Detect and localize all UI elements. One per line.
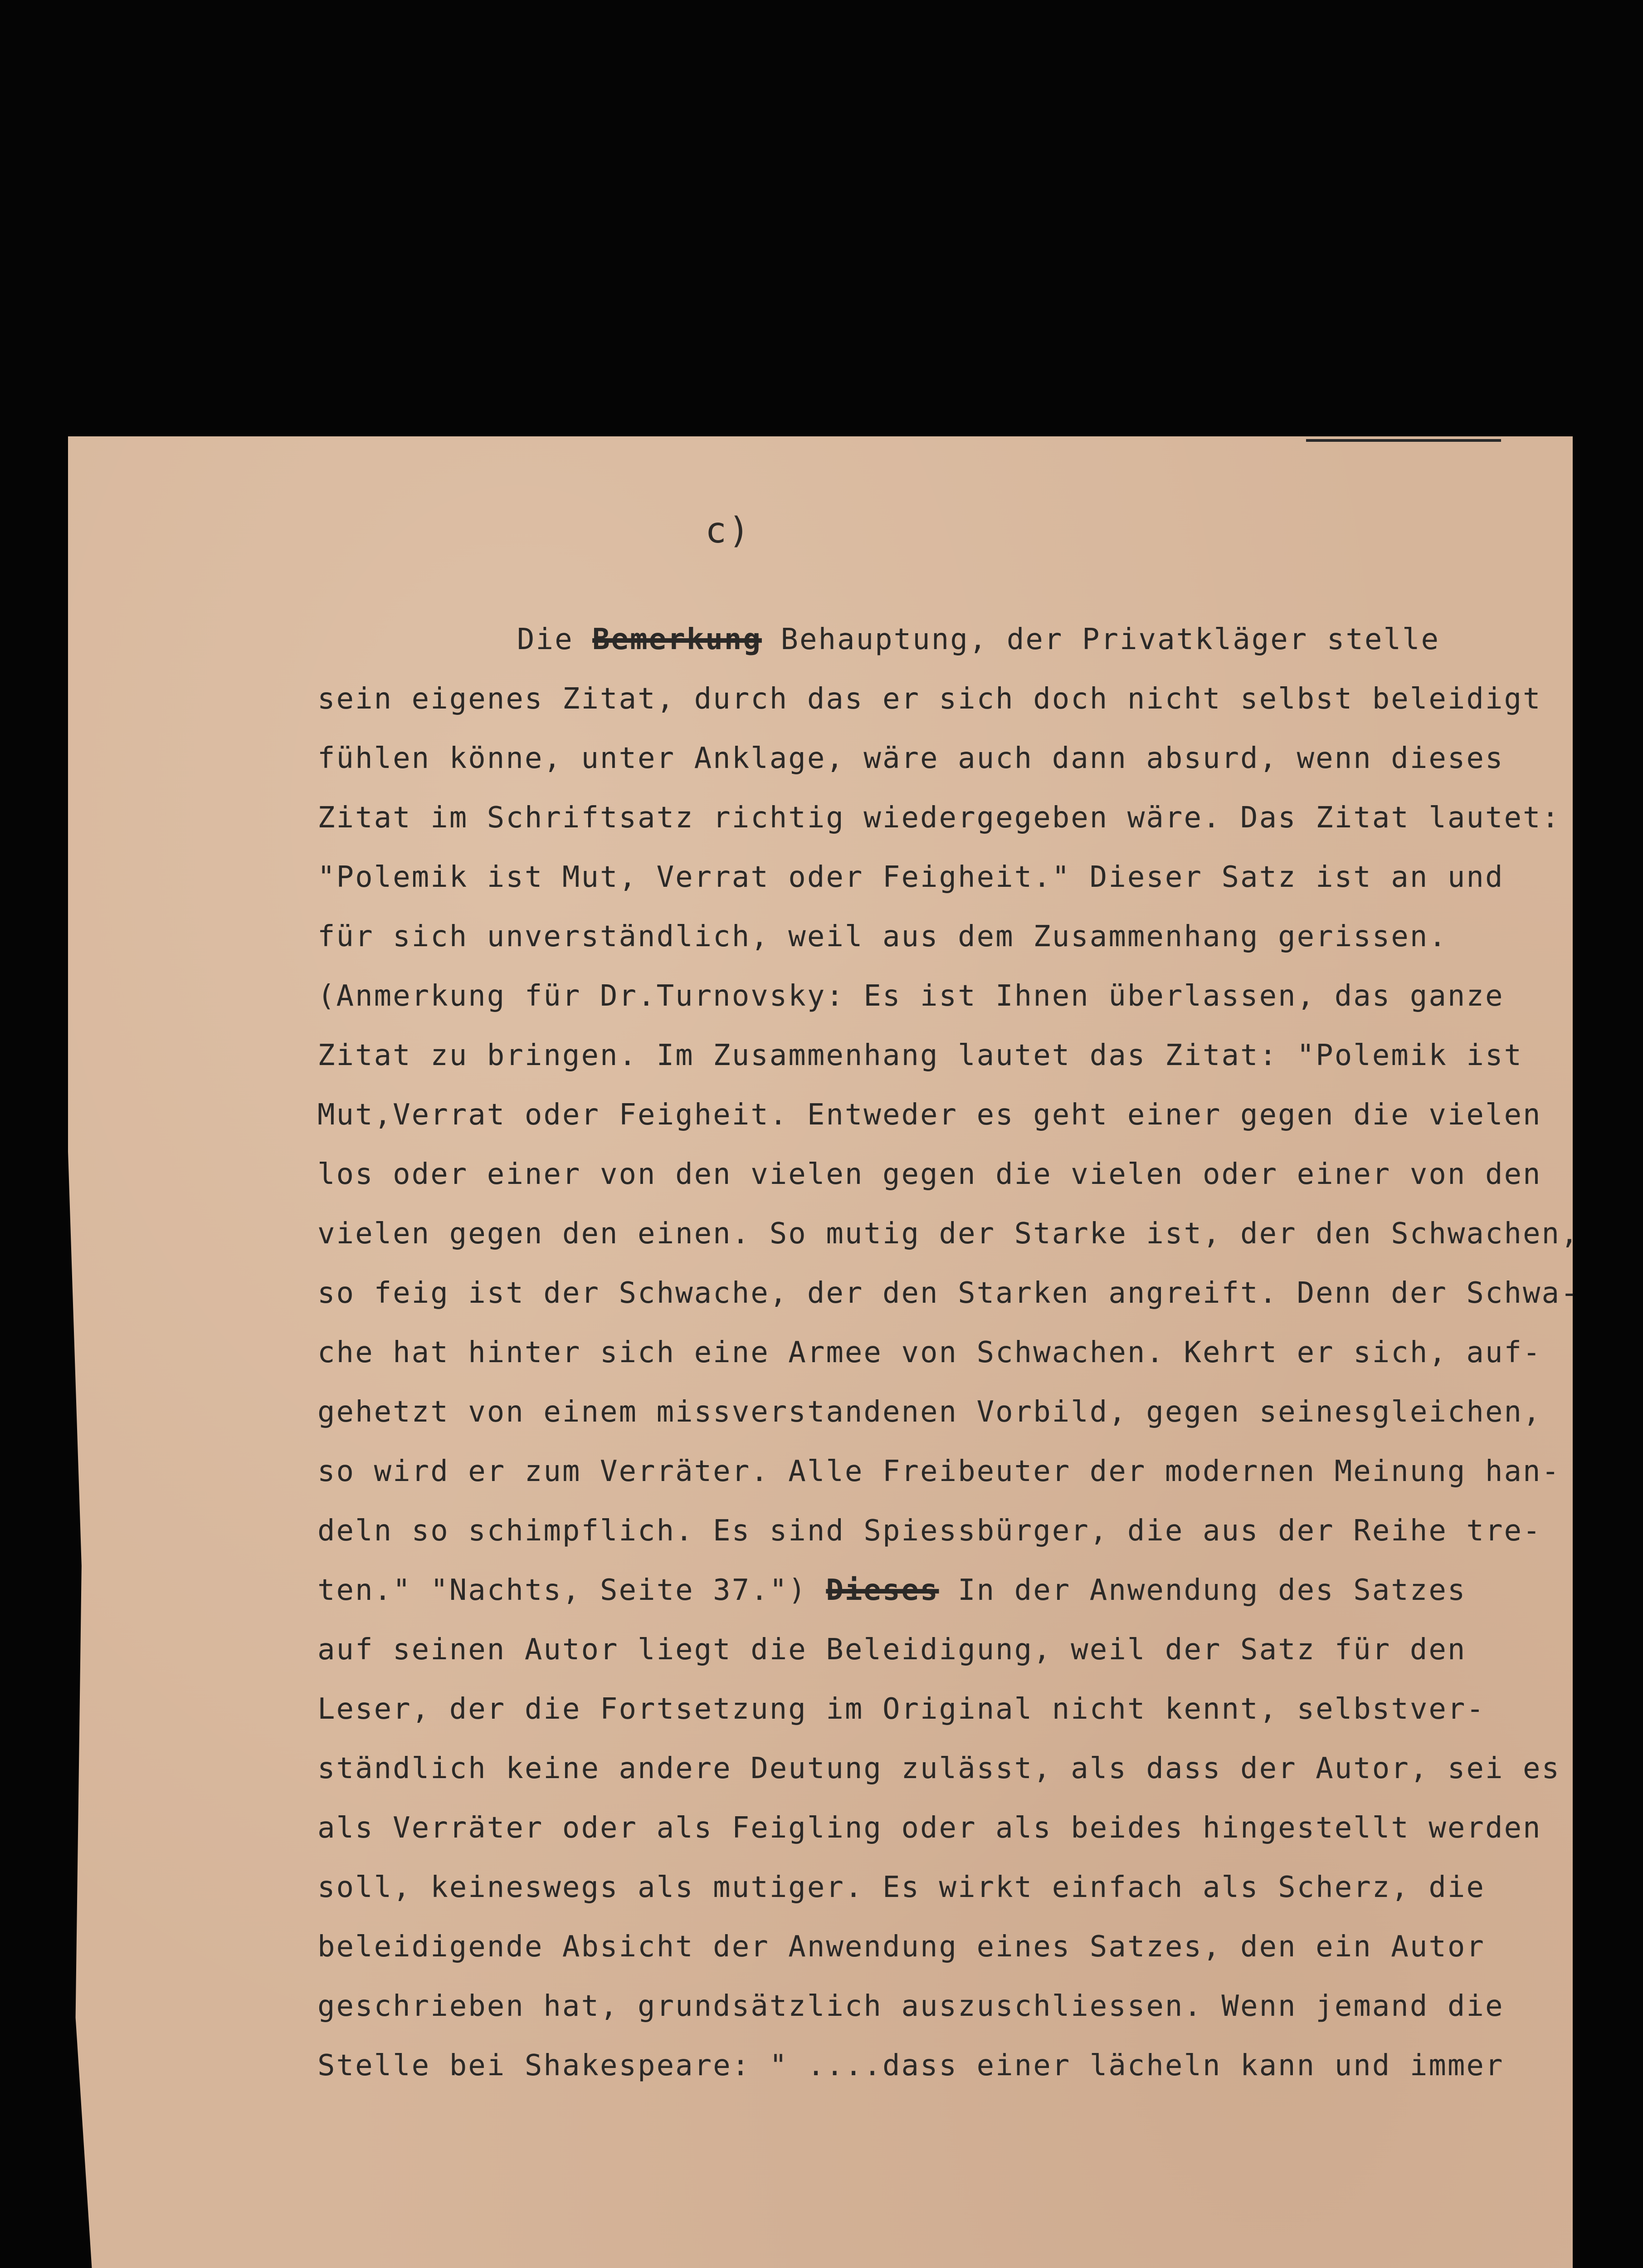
text-segment: Die (517, 623, 593, 656)
text-segment: geschrieben hat, grundsätzlich auszuschliessen. Wenn jemand die (317, 1989, 1504, 2023)
page-label: c) (705, 510, 751, 551)
text-line (317, 1501, 1565, 1561)
text-segment: Mut,Verrat oder Feigheit. Entweder es geht einer gegen die vielen (317, 1098, 1542, 1132)
text-line (317, 1145, 1565, 1204)
text-segment: gehetzt von einem missverstandenen Vorbild, gegen seinesgleichen, (317, 1395, 1542, 1429)
text-line (317, 1383, 1565, 1442)
text-line (317, 967, 1565, 1026)
top-edge-rule (1306, 439, 1501, 442)
text-segment: (Anmerkung für Dr.Turnovsky: Es ist Ihnen überlassen, das ganze (317, 979, 1504, 1013)
text-line (317, 1323, 1565, 1383)
text-line (317, 2036, 1565, 2096)
text-line (317, 610, 1565, 670)
text-segment: In der Anwendung des Satzes (939, 1574, 1467, 1607)
text-segment: los oder einer von den vielen gegen die vielen oder einer von den (317, 1158, 1542, 1191)
text-line (317, 1620, 1565, 1680)
text-line (317, 729, 1565, 788)
text-segment: so feig ist der Schwache, der den Starken angreift. Denn der Schwa- (317, 1276, 1580, 1310)
text-line (317, 1680, 1565, 1739)
text-segment: ten." "Nachts, Seite 37.") (317, 1574, 826, 1607)
text-segment: beleidigende Absicht der Anwendung eines Satzes, den ein Autor (317, 1930, 1485, 1964)
text-line (317, 1917, 1565, 1977)
text-segment: sein eigenes Zitat, durch das er sich doch nicht selbst beleidigt (317, 682, 1542, 716)
text-line (317, 907, 1565, 967)
text-line (317, 1264, 1580, 1323)
text-line (317, 1739, 1565, 1799)
text-segment: auf seinen Autor liegt die Beleidigung, weil der Satz für den (317, 1633, 1467, 1667)
text-line (317, 1204, 1580, 1264)
text-segment: vielen gegen den einen. So mutig der Starke ist, der den Schwachen, (317, 1217, 1580, 1251)
text-segment: Leser, der die Fortsetzung im Original nicht kennt, selbstver- (317, 1692, 1485, 1726)
text-segment: Zitat im Schriftsatz richtig wiedergegeben wäre. Das Zitat lautet: (317, 801, 1561, 835)
text-line (317, 1442, 1565, 1501)
text-segment: Zitat zu bringen. Im Zusammenhang lautet das Zitat: "Polemik ist (317, 1039, 1523, 1072)
text-line (317, 1085, 1565, 1145)
struck-out-word: Dieses (826, 1574, 939, 1607)
text-line (317, 1561, 1565, 1620)
text-line (317, 670, 1565, 729)
text-segment: che hat hinter sich eine Armee von Schwachen. Kehrt er sich, auf- (317, 1336, 1542, 1369)
text-line (317, 1858, 1565, 1917)
text-segment: als Verräter oder als Feigling oder als beides hingestellt werden (317, 1811, 1542, 1845)
text-segment: für sich unverständlich, weil aus dem Zusammenhang gerissen. (317, 920, 1448, 953)
typed-text-body (317, 610, 1580, 2096)
text-line (317, 1799, 1565, 1858)
struck-out-word: Bemerkung (592, 623, 762, 656)
text-segment: fühlen könne, unter Anklage, wäre auch dann absurd, wenn dieses (317, 742, 1504, 775)
text-line (317, 1977, 1565, 2036)
text-line (317, 788, 1565, 848)
text-segment: ständlich keine andere Deutung zulässt, als dass der Autor, sei es (317, 1752, 1561, 1785)
text-segment: soll, keineswegs als mutiger. Es wirkt einfach als Scherz, die (317, 1871, 1485, 1904)
text-line (317, 848, 1565, 907)
text-segment: "Polemik ist Mut, Verrat oder Feigheit." Dieser Satz ist an und (317, 860, 1504, 894)
text-segment: Behauptung, der Privatkläger stelle (761, 623, 1440, 656)
text-segment: deln so schimpflich. Es sind Spiessbürger, die aus der Reihe tre- (317, 1514, 1542, 1548)
text-segment: so wird er zum Verräter. Alle Freibeuter der modernen Meinung han- (317, 1455, 1561, 1488)
text-segment: Stelle bei Shakespeare: " ....dass einer lächeln kann und immer (317, 2049, 1504, 2082)
text-line (317, 1026, 1565, 1085)
